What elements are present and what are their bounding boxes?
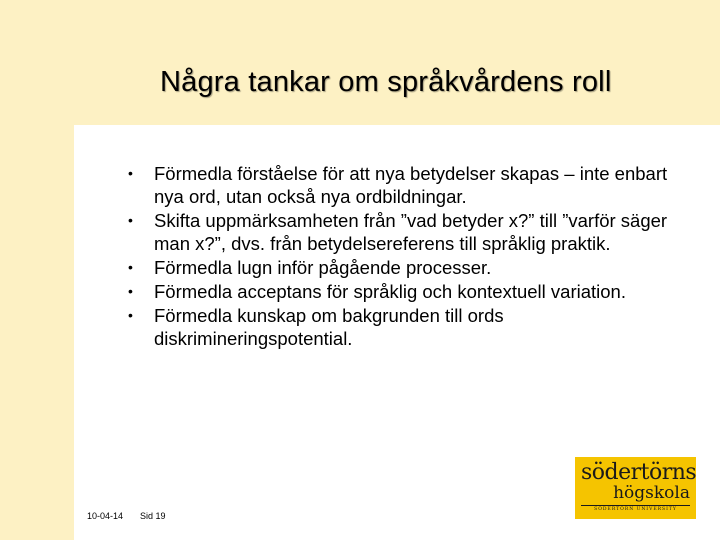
title-band (74, 0, 720, 125)
bullet-dot-icon: • (128, 212, 133, 228)
bullet-dot-icon: • (128, 165, 133, 181)
bullet-text: Förmedla acceptans för språklig och kontextuell variation. (154, 281, 626, 302)
bullet-text: Förmedla lugn inför pågående processer. (154, 257, 492, 278)
bullet-text: Förmedla kunskap om bakgrunden till ords diskrimineringspotential. (154, 305, 504, 349)
bullet-item (128, 280, 688, 303)
footer-date: 10-04-14 (87, 511, 124, 521)
bullet-dot-icon: • (128, 283, 133, 299)
bullet-list (128, 162, 688, 351)
logo-line-2: högskola (613, 483, 690, 503)
footer-page-number: Sid 19 (140, 511, 166, 521)
bullet-dot-icon: • (128, 307, 133, 323)
logo-line-3: SÖDERTÖRN UNIVERSITY (581, 505, 690, 514)
bullet-text: Förmedla förståelse för att nya betydelser skapas – inte enbart nya ord, utan också nya ordbildningar. (154, 163, 668, 207)
bullet-item (128, 162, 688, 208)
decorative-left-strip (0, 0, 74, 540)
bullet-dot-icon: • (128, 259, 133, 275)
bullet-item (128, 304, 688, 350)
bullet-item (128, 209, 688, 255)
logo-line-1: södertörns (581, 460, 697, 485)
bullet-text: Skifta uppmärksamheten från ”vad betyder x?” till ”varför säger man x?”, dvs. från betydelsereferens till språklig praktik. (154, 210, 668, 254)
slide-title: Några tankar om språkvårdens roll (160, 66, 612, 98)
bullet-item (128, 256, 688, 279)
university-logo (575, 457, 696, 519)
